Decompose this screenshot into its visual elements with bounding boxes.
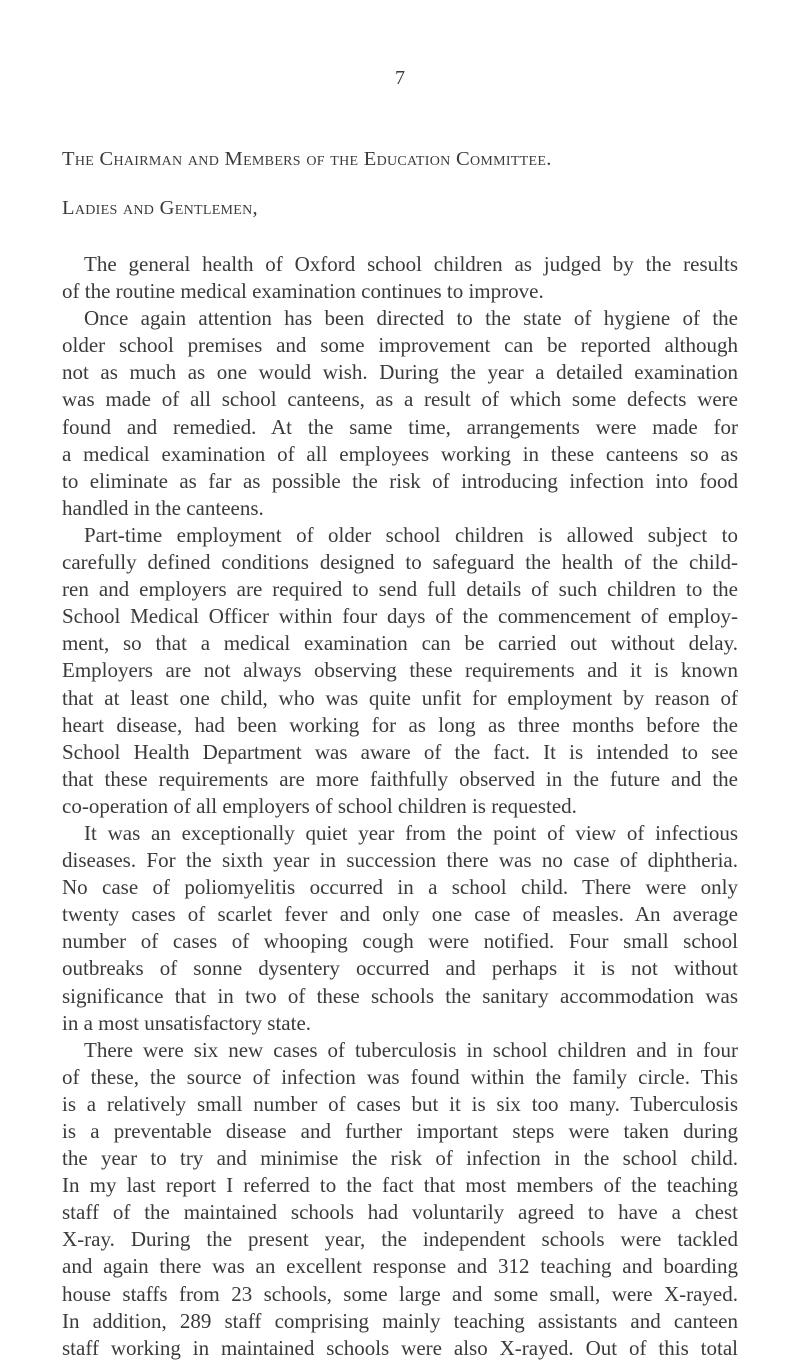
text-line: staff of the maintained schools had voluntarily agreed to have a chest [62, 1200, 738, 1225]
text-line: that at least one child, who was quite unfit for employment by reason of [62, 685, 738, 710]
heading-salutation [62, 196, 258, 220]
text-line: is a preventable disease and further important steps were taken during [62, 1119, 738, 1143]
heading-committee [62, 147, 552, 171]
text-line: is a relatively small number of cases but it is six too many. Tuberculosis [62, 1091, 738, 1116]
text-line: There were six new cases of tuberculosis in school children and in four [84, 1037, 738, 1062]
text-line: handled in the canteens. [62, 495, 264, 520]
text-line: diseases. For the sixth year in succession there was no case of diphtheria. [62, 848, 738, 873]
text-line: twenty cases of scarlet fever and only one case of measles. An average [62, 902, 738, 927]
text-line: outbreaks of sonne dysentery occurred and perhaps it is not without [62, 956, 738, 981]
text-line: not as much as one would wish. During the year a detailed examination [62, 360, 738, 385]
text-line: In my last report I referred to the fact that most members of the teaching [62, 1173, 738, 1198]
report-body [62, 251, 738, 1362]
text-line: Employers are not always observing these requirements and it is known [62, 658, 738, 683]
text-line: older school premises and some improvement can be reported although [62, 333, 738, 358]
text-line: School Health Department was aware of the fact. It is intended to see [62, 739, 738, 764]
text-line: ren and employers are required to send full details of such children to the [62, 577, 738, 602]
text-line: the year to try and minimise the risk of infection in the school child. [62, 1146, 738, 1171]
text-line: heart disease, had been working for as long as three months before the [62, 712, 738, 737]
text-line: In addition, 289 staff comprising mainly teaching assistants and canteen [62, 1308, 738, 1333]
text-line: co-operation of all employers of school children is requested. [62, 793, 577, 818]
page-number: 7 [395, 67, 405, 89]
text-line: of the routine medical examination continues to improve. [62, 279, 544, 304]
text-line: staff working in maintained schools were also X-rayed. Out of this total [62, 1335, 738, 1360]
text-line: that these requirements are more faithfully observed in the future and the [62, 766, 738, 791]
text-line: and again there was an excellent response and 312 teaching and boarding [62, 1254, 738, 1279]
text-line: in a most unsatisfactory state. [62, 1010, 312, 1035]
text-line: Part-time employment of older school children is allowed subject to [84, 522, 738, 547]
text-line: No case of poliomyelitis occurred in a school child. There were only [62, 875, 738, 900]
text-line: The general health of Oxford school children as judged by the results [84, 252, 738, 276]
text-line: carefully defined conditions designed to safeguard the health of the child- [62, 550, 738, 575]
text-line: to eliminate as far as possible the risk of introducing infection into food [62, 468, 738, 493]
text-line: It was an exceptionally quiet year from the point of view of infectious [84, 820, 738, 845]
text-line: number of cases of whooping cough were notified. Four small school [62, 929, 738, 954]
text-line: was made of all school canteens, as a result of which some defects were [62, 387, 738, 412]
text-line: found and remedied. At the same time, arrangements were made for [62, 414, 738, 439]
heading-committee-text: The Chairman and Members of the Education Committee. [62, 148, 552, 170]
text-line: ment, so that a medical examination can be carried out without delay. [62, 631, 738, 656]
text-line: of these, the source of infection was found within the family circle. This [62, 1064, 738, 1089]
text-line: significance that in two of these schools the sanitary accommodation was [62, 983, 738, 1008]
text-line: a medical examination of all employees working in these canteens so as [62, 441, 738, 466]
text-line: X-ray. During the present year, the independent schools were tackled [62, 1227, 738, 1252]
heading-salutation-text: Ladies and Gentlemen, [62, 197, 258, 219]
text-line: School Medical Officer within four days of the commencement of employ- [62, 604, 738, 629]
text-line: Once again attention has been directed to the state of hygiene of the [84, 306, 738, 331]
text-line: house staffs from 23 schools, some large and some small, were X-rayed. [62, 1281, 738, 1306]
